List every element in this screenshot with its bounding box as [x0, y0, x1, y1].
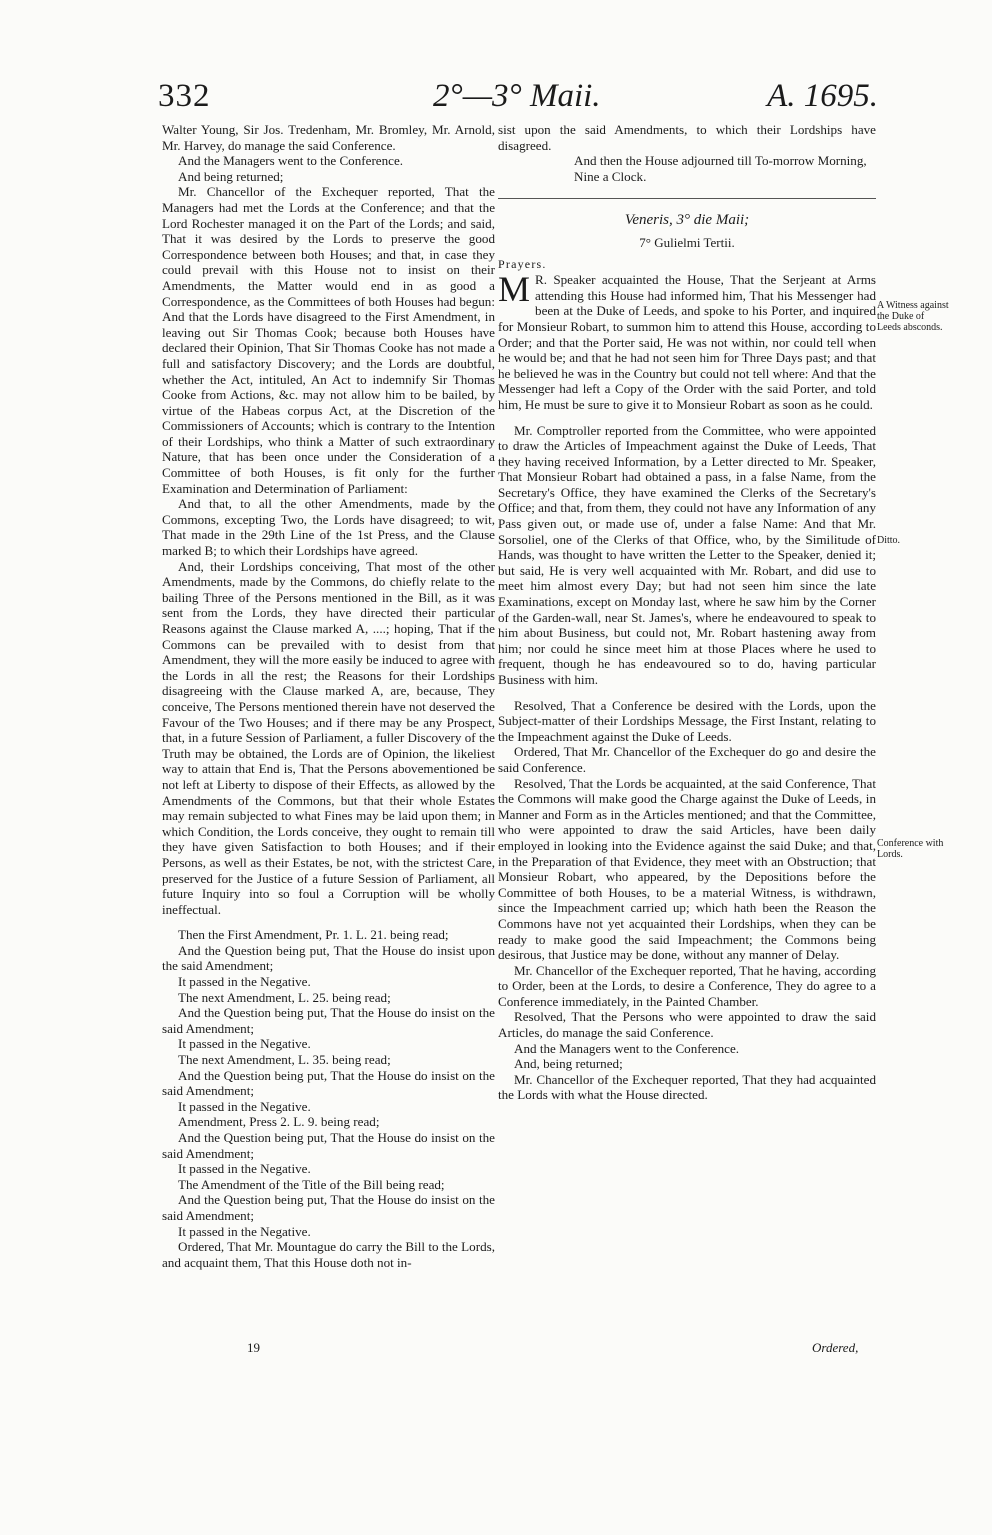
left-column — [162, 122, 495, 1270]
paragraph-text: R. Speaker acquainted the House, That the Serjeant at Arms attending this House had informed him, That his Messenger had been at the Duke of Leeds, and spoke to his Porter, and inquired for Monsieur Robart, to summon him to attend this House, according to Order; and that the Porter said, He was not within, nor could tell when he would be; and that he had not seen him for Three Days past; and that he believed he was in the Country but could not tell where: And that the Messenger had left a Copy of the Order with the said Porter, and told him, He must be sure to give it to Monsieur Robart as soon as he could. — [498, 272, 876, 412]
paragraph: The next Amendment, L. 25. being read; — [178, 989, 391, 1005]
paragraph: And the Managers went to the Conference. — [178, 153, 404, 169]
prayers-label: Prayers. — [498, 256, 547, 271]
section-divider — [498, 198, 876, 199]
right-column — [498, 122, 876, 1103]
paragraph: And the Question being put, That the House do insist on the said Amendment; — [162, 1067, 495, 1099]
paragraph: And, being returned; — [514, 1056, 623, 1072]
paragraph: Mr. Chancellor of the Exchequer reported, That he having, according to Order, been at the Lords, to desire a Conference, They do agree to a Conference immediately, in the Painted Chamber. — [498, 962, 876, 1009]
paragraph: Then the First Amendment, Pr. 1. L. 21. being read; — [178, 927, 449, 943]
paragraph: Mr. Chancellor of the Exchequer reported, That they had acquainted the Lords with what the House directed. — [498, 1071, 876, 1103]
header-year: A. 1695. — [767, 78, 878, 114]
drop-cap: M — [498, 269, 531, 310]
paragraph: And being returned; — [178, 168, 284, 184]
regnal-year: 7° Gulielmi Tertii. — [639, 234, 735, 250]
header-date: 2°—3° Maii. — [433, 78, 601, 114]
paragraph: It passed in the Negative. — [178, 974, 311, 990]
adjournment-note: And then the House adjourned till To-morrow Morning, Nine a Clock. — [574, 153, 867, 184]
day-heading: Veneris, 3° die Maii; — [624, 212, 750, 229]
page-number: 332 — [158, 78, 211, 114]
margin-note: A Witness against the Duke of Leeds absconds. — [877, 300, 949, 333]
paragraph: Mr. Comptroller reported from the Committee, who were appointed to draw the Articles of Impeachment against the Duke of Leeds, That they having received Information, by a Letter directed to Mr. Speaker, That Monsieur Robart had obtained a pass, in a false Name, from the Secretary's Office, they have examined the Clerks of the Secretary's Office; and that, from them, they could not have any Information of any Pass given out, or made use of, under a false Name: And that Mr. Sorsoliel, one of the Clerks of that Office, who, by the Similitude of Hands, was thought to have written the Letter to the Speaker, denied it; but said, He is very well acquainted with Mr. Robart, and did use to meet him almost every Day; but had not seen him since the late Examinations, except on Monday last, where he saw him by the Corner of the Garden-wall, near St. James's, where he endeavoured to speak to him about Business, but could not, Mr. Robart hastening away from him; nor could he since meet him at those Places where he used to frequent, though he has endeavoured so to do, having particular Business with him. — [498, 422, 876, 687]
paragraph: And the Question being put, That the House do insist on the said Amendment; — [162, 1192, 495, 1223]
signature-mark: 19 — [247, 1340, 260, 1355]
paragraph: Mr. Chancellor of the Exchequer reported, That the Managers had met the Lords at the Conference; and that the Lord Rochester managed it on the Part of the Lords; and said, That it was desired by the Lords to preserve the good Correspondence between both Houses; and that, in case they could prevail with this House not to insist on their Amendments, the Matter would end in as good a Correspondence, as the Committees of both Houses had begun: And that the Lords have disagreed to the First Amendment, in leaving out Sir Thomas Cook; because both Houses have declared their Opinion, That Sir Thomas Cooke has not made a full and satisfactory Discovery; and the Lords are doubtful, whether the Act, intituled, An Act to indemnify Sir Thomas Cooke from Actions, &c. may not allow him to be bailed, by virtue of the Habeas corpus Act, at the Discretion of the Commissioners of Accounts; which is contrary to the Intention of their Lordships, who think a Matter of such extraordinary Nature, that has been once under the Consideration of a Committee of both Houses, is fit only for the further Examination and Determination of Parliament: — [162, 184, 495, 496]
paragraph: It passed in the Negative. — [178, 1036, 311, 1052]
paragraph: Walter Young, Sir Jos. Tredenham, Mr. Bromley, Mr. Arnold, Mr. Harvey, do manage the said Conference. — [162, 122, 495, 153]
paragraph: And the Question being put, That the House do insist upon the said Amendment; — [162, 942, 495, 974]
paragraph: Ordered, That Mr. Chancellor of the Exchequer do go and desire the said Conference. — [498, 744, 876, 775]
paragraph: Amendment, Press 2. L. 9. being read; — [178, 1114, 380, 1130]
margin-note: Conference with Lords. — [877, 838, 944, 860]
paragraph: The Amendment of the Title of the Bill being read; — [178, 1176, 445, 1192]
paragraph: Resolved, That the Lords be acquainted, at the said Conference, That the Commons will make good the Charge against the Duke of Leeds, in Manner and Form as in the Articles mentioned; and that the Committee, who were appointed to draw the said Articles, have been daily employed in looking into the Evidence against the said Duke; and that, in the Preparation of that Evidence, they meet with an Obstruction; that Monsieur Robart, who appeared, by the Depositions before the Committee of both Houses, to be a material Witness, is withdrawn, since the Impeachment carried up; which hath been the Reason the Commons have not yet acquainted their Lordships, when they can be ready to make good the said Impeachment; the Commons being desirous, that Justice may be done, without any manner of Delay. — [498, 775, 876, 963]
paragraph: And the Managers went to the Conference. — [514, 1040, 740, 1056]
catchword: Ordered, — [812, 1340, 859, 1355]
paragraph: And the Question being put, That the House do insist on the said Amendment; — [162, 1005, 495, 1036]
paragraph: It passed in the Negative. — [178, 1161, 311, 1177]
paragraph: And the Question being put, That the House do insist on the said Amendment; — [162, 1130, 495, 1161]
paragraph: sist upon the said Amendments, to which their Lordships have disagreed. — [498, 122, 876, 153]
paragraph: Ordered, That Mr. Mountague do carry the Bill to the Lords, and acquaint them, That this House doth not in- — [162, 1239, 495, 1270]
paragraph: It passed in the Negative. — [178, 1098, 311, 1114]
paragraph: And, their Lordships conceiving, That most of the other Amendments, made by the Commons, do chiefly relate to the bailing Three of the Persons mentioned in the Bill, as it was sent from the Lords, they have directed their particular Reasons against the Clause marked A, ....; hoping, That if the Commons can be prevailed with to desist from that Amendment, they will the more easily be induced to agree with the Lords in all the rest; the Reasons for their Lordships disagreeing with the Clause marked A, are, because, They conceive, The Persons mentioned therein have not deserved the Favour of the Two Houses; and if there may be any Prospect, that, in a future Session of Parliament, a fuller Discovery of the Truth may be obtained, the Lords are of Opinion, the likeliest way to attain that End is, That the Persons abovementioned be not left at Liberty to dispose of their Effects, as allowed by the Amendments of the Commons, but that their whole Estates may remain subjected to what Fines may be laid upon them; in which Condition, the Lords conceive, they ought to remain till they have given Satisfaction to both Houses; and if their Persons, as well as their Estates, be not, with the strictest Care, preserved for the Justice of a future Session of Parliament, all future Inquiry into so foul a Corruption will be wholly ineffectual. — [162, 558, 495, 917]
paragraph: And that, to all the other Amendments, made by the Commons, excepting Two, the Lords have disagreed; to wit, That made in the 29th Line of the 1st Press, and the Clause marked B; to which their Lordships have agreed. — [162, 496, 495, 559]
paragraph: The next Amendment, L. 35. being read; — [178, 1052, 391, 1068]
paragraph — [498, 269, 876, 412]
paragraph: Resolved, That a Conference be desired with the Lords, upon the Subject-matter of their Lordships Message, the First Instant, relating to the Impeachment against the Duke of Leeds. — [498, 697, 876, 744]
page-header — [158, 78, 878, 122]
paragraph: Resolved, That the Persons who were appointed to draw the said Articles, do manage the said Conference. — [498, 1009, 876, 1041]
margin-note: Ditto. — [877, 535, 901, 546]
paragraph: It passed in the Negative. — [178, 1223, 311, 1239]
